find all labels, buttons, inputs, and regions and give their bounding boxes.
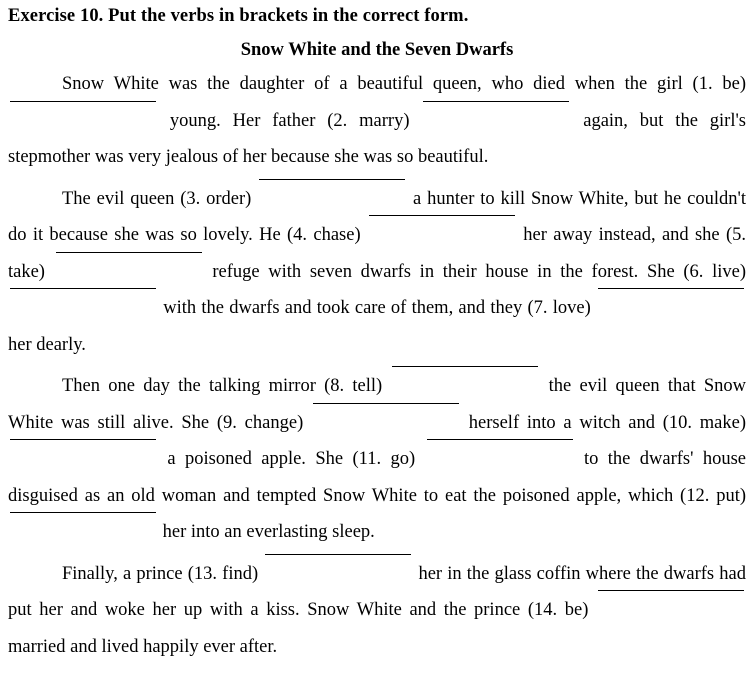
answer-blank-4[interactable] <box>369 214 515 216</box>
paragraph-1 <box>8 66 746 176</box>
exercise-title: Exercise 10. Put the verbs in brackets in the correct form. <box>8 6 469 26</box>
text-segment: Snow White was the daughter of a beautiful queen, who died when the girl (1. be) <box>62 74 746 94</box>
text-segment: to the dwarfs' house disguised as an old woman and tempted Snow White to eat the poisoned apple, which (12. put) <box>8 449 746 506</box>
answer-blank-8[interactable] <box>392 365 538 367</box>
answer-blank-14[interactable] <box>598 589 744 591</box>
answer-blank-6[interactable] <box>10 287 156 289</box>
text-segment: a hunter to kill Snow White, but he couldn't do it because she was so lovely. He (4. chase) <box>8 188 746 245</box>
answer-blank-2[interactable] <box>423 100 569 102</box>
paragraph-2 <box>8 181 746 364</box>
answer-blank-5[interactable] <box>56 251 202 253</box>
answer-blank-12[interactable] <box>10 511 156 513</box>
text-segment: her dearly. <box>8 334 86 355</box>
text-segment: her in the glass coffin where the dwarfs had put her and woke her up with a kiss. Snow White and the prince (14. be) <box>8 563 746 620</box>
text-segment: married and lived happily ever after. <box>8 636 278 657</box>
answer-blank-11[interactable] <box>427 438 573 440</box>
text-segment: young. Her father (2. marry) <box>169 110 410 131</box>
text-segment: The evil queen (3. order) <box>62 188 252 209</box>
text-segment: herself into a witch and (10. make) <box>468 412 746 433</box>
text-segment: with the dwarfs and took care of them, and they (7. love) <box>163 298 591 318</box>
paragraph-4 <box>8 556 746 666</box>
answer-blank-13[interactable] <box>265 553 411 555</box>
answer-blank-3[interactable] <box>259 178 405 180</box>
text-segment: Finally, a prince (13. find) <box>62 563 259 584</box>
text-segment: again, but the girl's stepmother was very jealous of her because she was so beautiful. <box>8 110 747 167</box>
text-segment: her away instead, and she (5. take) <box>8 225 747 282</box>
text-segment: a poisoned apple. She (11. go) <box>167 449 416 469</box>
answer-blank-7[interactable] <box>598 287 744 289</box>
text-segment: the evil queen that Snow White was still alive. She (9. change) <box>8 376 747 433</box>
paragraph-3 <box>8 368 746 551</box>
story-title: Snow White and the Seven Dwarfs <box>240 40 514 60</box>
answer-blank-1[interactable] <box>10 100 156 102</box>
text-segment: refuge with seven dwarfs in their house in the forest. She (6. live) <box>212 261 747 282</box>
answer-blank-10[interactable] <box>10 438 156 440</box>
text-segment: Then one day the talking mirror (8. tell) <box>62 376 383 396</box>
answer-blank-9[interactable] <box>313 402 459 404</box>
text-segment: her into an everlasting sleep. <box>162 522 375 542</box>
